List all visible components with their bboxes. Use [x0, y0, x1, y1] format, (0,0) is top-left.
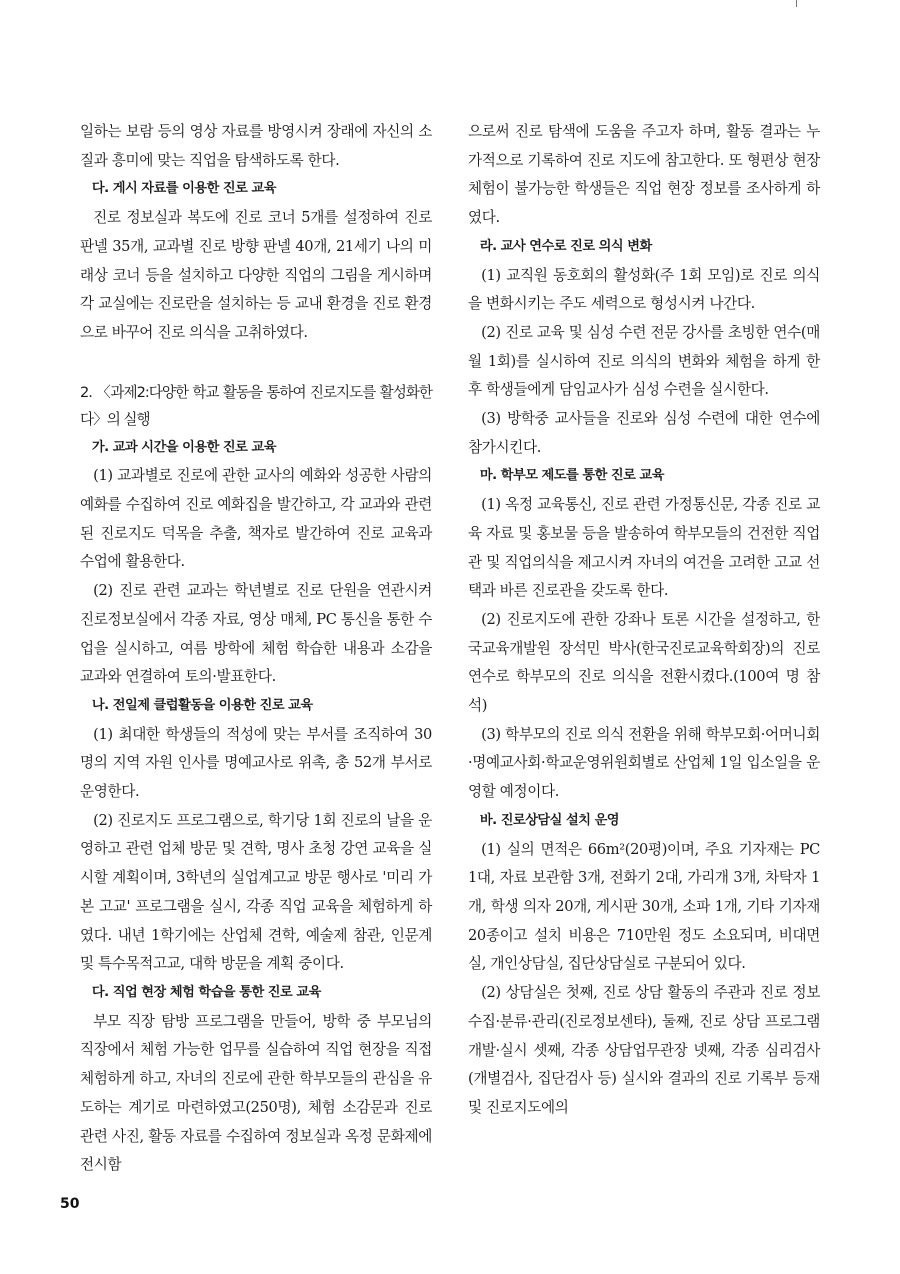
paragraph: (3) 방학중 교사들을 진로와 심성 수련에 대한 연수에 참가시킨다.	[468, 410, 820, 456]
subsection-heading: 바. 진로상담실 설치 운영	[479, 812, 620, 828]
paragraph: (1) 최대한 학생들의 적성에 맞는 부서를 조직하여 30명의 지역 자원 인사를 명예교사로 위촉, 총 52개 부서로 운영한다.	[80, 725, 432, 801]
paragraph: 으로써 진로 탐색에 도움을 주고자 하며, 활동 결과는 누가적으로 기록하여 진로 지도에 참고한다. 또 형편상 현장 체험이 불가능한 학생들은 직업 현장 정보를 조사하게 하였다.	[468, 123, 820, 227]
paragraph: 진로 정보실과 복도에 진로 코너 5개를 설정하여 진로 판넬 35개, 교과별 진로 방향 판넬 40개, 21세기 나의 미래상 코너 등을 설치하고 다양한 직업의 그림을 게시하며 각 교실에는 진로란을 설치하는 등 교내 환경을 진로 환경으로 바꾸어 진로 의식을 고취하였다.	[80, 209, 432, 341]
subsection-heading: 다. 게시 자료를 이용한 진로 교육	[91, 181, 276, 197]
paragraph: 일하는 보람 등의 영상 자료를 방영시켜 장래에 자신의 소질과 흥미에 맞는 직업을 탐색하도록 한다.	[80, 123, 432, 169]
paragraph: (2) 진로 관련 교과는 학년별로 진로 단원을 연관시켜 진로정보실에서 각종 자료, 영상 매체, PC 통신을 통한 수업을 실시하고, 여름 방학에 체험 학습한 내용과 소감을 교과와 연결하여 토의·발표한다.	[80, 582, 432, 686]
subsection-heading: 다. 직업 현장 체험 학습을 통한 진로 교육	[91, 984, 321, 1000]
paragraph: (2) 진로지도에 관한 강좌나 토론 시간을 설정하고, 한국교육개발원 장석민 박사(한국진로교육학회장)의 진로 연수로 학부모의 진로 의식을 전환시켰다.(100여 명 참석)	[468, 610, 820, 715]
paragraph: (1) 옥정 교육통신, 진로 관련 가정통신문, 각종 진로 교육 자료 및 홍보물 등을 발송하여 학부모들의 건전한 직업관 및 직업의식을 제고시켜 자녀의 여건을 고려한 고교 선택과 바른 진로관을 갖도록 한다.	[468, 496, 820, 600]
subsection-heading: 라. 교사 연수로 진로 의식 변화	[479, 238, 652, 254]
subsection-heading: 가. 교과 시간을 이용한 진로 교육	[91, 439, 276, 455]
page-number: 50	[60, 1196, 80, 1212]
paragraph: (3) 학부모의 진로 의식 전환을 위해 학부모회·어머니회·명예교사회·학교운영위원회별로 산업체 1일 입소일을 운영할 예정이다.	[468, 725, 820, 801]
paragraph: (1) 실의 면적은 66m²(20평)이며, 주요 기자재는 PC 1대, 자료 보관함 3개, 전화기 2대, 가리개 3개, 차탁자 1개, 학생 의자 20개, 게시판 30개, 소파 1개, 기타 기자재 20종이고 설치 비용은 710만원 정도 소요되며, 비대면실, 개인상담실, 집단상담실로 구분되어 있다.	[468, 840, 820, 973]
paragraph: 부모 직장 탐방 프로그램을 만들어, 방학 중 부모님의 직장에서 체험 가능한 업무를 실습하여 직업 현장을 직접 체험하게 하고, 자녀의 진로에 관한 학부모들의 관심을 유도하는 계기로 마련하였고(250명), 체험 소감문과 진로 관련 사진, 활동 자료를 수집하여 정보실과 옥정 문화제에 전시함	[80, 1012, 432, 1174]
subsection-heading: 마. 학부모 제도를 통한 진로 교육	[479, 468, 664, 484]
section-title: 2. 〈과제2:다양한 학교 활동을 통하여 진로지도를 활성화한다〉의 실행	[80, 383, 432, 428]
paragraph: (2) 상담실은 첫째, 진로 상담 활동의 주관과 진로 정보 수집·분류·관리(진로정보센타), 둘째, 진로 상담 프로그램 개발·실시 셋째, 각종 상담업무관장 넷째, 각종 심리검사(개별검사, 집단검사 등) 실시와 결과의 진로 기록부 등재 및 진로지도에의	[468, 984, 820, 1116]
left-column	[80, 118, 432, 1180]
crop-mark	[796, 0, 797, 7]
paragraph: (1) 교과별로 진로에 관한 교사의 예화와 성공한 사람의 예화를 수집하여 진로 예화집을 발간하고, 각 교과와 관련된 진로지도 덕목을 추출, 책자로 발간하여 진로 교육과 수업에 활용한다.	[80, 467, 432, 571]
paragraph: (2) 진로 교육 및 심성 수련 전문 강사를 초빙한 연수(매월 1회)를 실시하여 진로 의식의 변화와 체험을 하게 한 후 학생들에게 담임교사가 심성 수련을 실시한다.	[468, 323, 820, 399]
paragraph: (2) 진로지도 프로그램으로, 학기당 1회 진로의 날을 운영하고 관련 업체 방문 및 견학, 명사 초청 강연 교육을 실시할 계획이며, 3학년의 실업계고교 방문 행사로 '미리 가본 고교' 프로그램을 실시, 각종 직업 교육을 체험하게 하였다. 내년 1학기에는 산업체 견학, 예술제 참관, 인문계 및 특수목적고교, 대학 방문을 계획 중이다.	[80, 811, 432, 973]
subsection-heading: 나. 전일제 클럽활동을 이용한 진로 교육	[91, 697, 313, 713]
paragraph: (1) 교직원 동호회의 활성화(주 1회 모임)로 진로 의식을 변화시키는 주도 세력으로 형성시켜 나간다.	[468, 266, 820, 313]
right-column	[468, 118, 820, 1123]
